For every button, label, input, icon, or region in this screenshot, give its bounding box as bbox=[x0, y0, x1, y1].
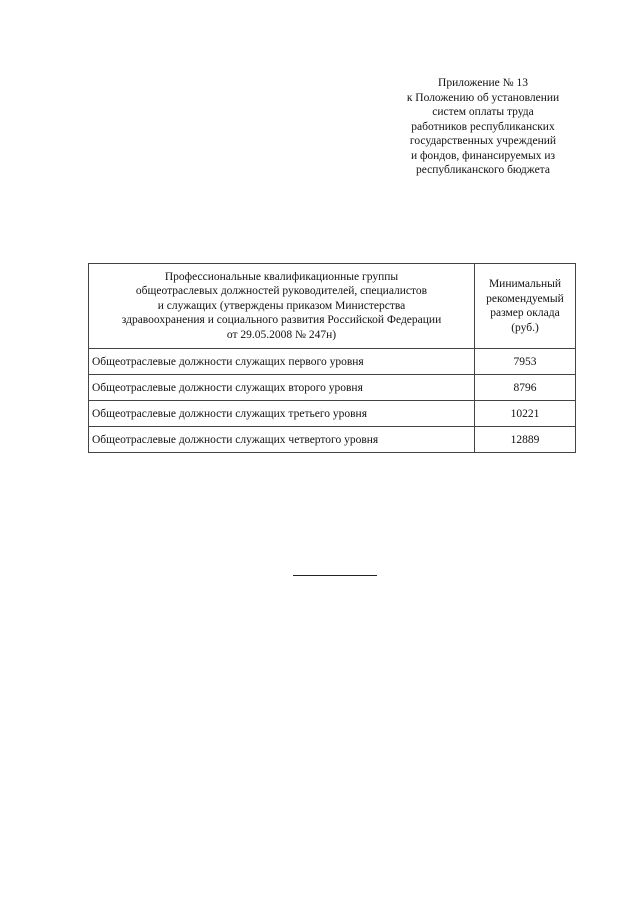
salary-table bbox=[88, 263, 576, 453]
header-line: размер оклада bbox=[490, 307, 560, 319]
header-qualification-groups bbox=[89, 264, 475, 349]
appendix-line: республиканского бюджета bbox=[416, 164, 550, 176]
appendix-line: к Положению об установлении bbox=[406, 91, 560, 104]
appendix-line: и фондов, финансируемых из bbox=[410, 149, 556, 162]
header-line: Минимальный bbox=[488, 278, 562, 290]
appendix-header bbox=[378, 76, 588, 178]
table-row bbox=[89, 349, 576, 375]
row-salary-value: 10221 bbox=[475, 401, 576, 427]
row-position-name: Общеотраслевые должности служащих второго уровня bbox=[89, 375, 475, 401]
appendix-line: работников республиканских bbox=[411, 120, 555, 133]
row-salary-value: 7953 bbox=[475, 349, 576, 375]
appendix-line: государственных учреждений bbox=[409, 135, 557, 147]
table-row bbox=[89, 401, 576, 427]
header-line: рекомендуемый bbox=[486, 292, 564, 305]
row-position-name: Общеотраслевые должности служащих четвертого уровня bbox=[89, 427, 475, 453]
header-line: Профессиональные квалификационные группы bbox=[164, 270, 399, 283]
header-line: здравоохранения и социального развития Российской Федерации bbox=[121, 314, 442, 327]
header-line: общеотраслевых должностей руководителей, специалистов bbox=[135, 285, 428, 298]
row-position-name: Общеотраслевые должности служащих первого уровня bbox=[89, 349, 475, 375]
header-line: от 29.05.2008 № 247н) bbox=[226, 328, 337, 341]
header-minimum-salary bbox=[475, 264, 576, 349]
header-line: (руб.) bbox=[511, 321, 539, 334]
row-salary-value: 12889 bbox=[475, 427, 576, 453]
row-position-name: Общеотраслевые должности служащих третьего уровня bbox=[89, 401, 475, 427]
appendix-title: Приложение № 13 bbox=[438, 77, 528, 89]
document-end-divider bbox=[293, 575, 377, 576]
table-header-row bbox=[89, 264, 576, 349]
header-line: и служащих (утверждены приказом Министерства bbox=[157, 299, 406, 312]
appendix-line: систем оплаты труда bbox=[432, 106, 534, 118]
table-row bbox=[89, 375, 576, 401]
row-salary-value: 8796 bbox=[475, 375, 576, 401]
table-row bbox=[89, 427, 576, 453]
